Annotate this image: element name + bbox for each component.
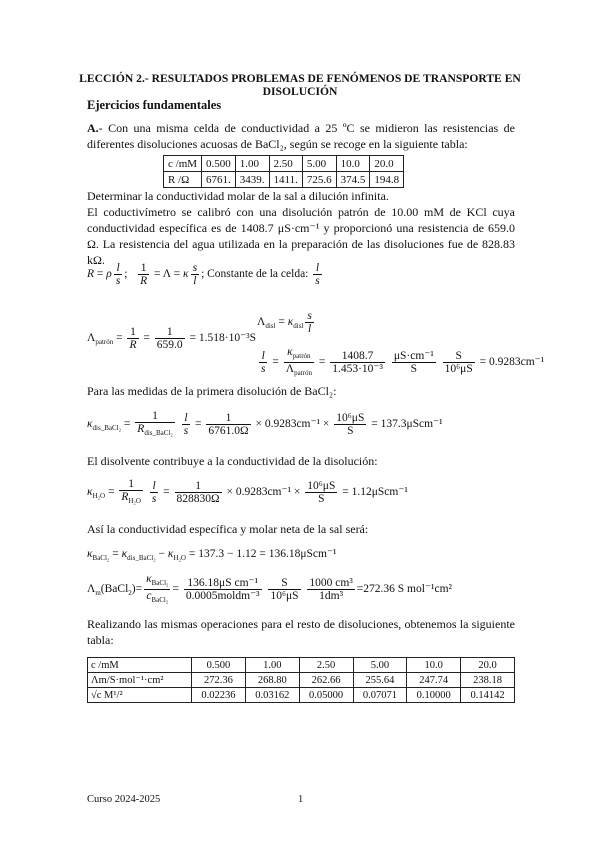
- equation-resistance: R = ρ $\frac{l}{s}$ ; $\frac{1}{R}$ = Λ = κ $\frac{s}{l}$ ; Constante de la celda: $\frac{l}{s}$: [87, 262, 320, 287]
- table-cell: 247.74: [407, 673, 461, 688]
- equation-cell-constant: $\frac{l}{s}$ = $\frac{\kappa_{patrón}}{\Lambda_{patrón}}$ = $\frac{1408.7}{\text{1.453·10⁻³}}$ $\frac{\text{μS·cm⁻¹}}{S}$ $\frac{S}{\text{10⁶μS}}$ = 0.9283cm⁻¹: [261, 346, 545, 377]
- resistance-table: [163, 155, 404, 188]
- table-cell: 1411.: [269, 172, 302, 188]
- cell-constant-result: = 0.9283cm⁻¹: [479, 356, 545, 369]
- question-text: Determinar la conductividad molar de la sal a dilución infinita.: [87, 189, 389, 203]
- table-row: [88, 658, 515, 673]
- paragraph-first-solution: Para las medidas de la primera disolución de BaCl₂:: [87, 384, 337, 398]
- patron-resistance: 659.0: [156, 339, 183, 351]
- table-cell: 194.8: [370, 172, 404, 188]
- footer-course: Curso 2024-2025: [87, 794, 161, 805]
- equation-dis-conductivity: $\kappa_{dis\_BaCl_2}$ = $\frac{1}{R_{dis\_BaCl_2}}$ $\frac{l}{s}$ = $\frac{1}{6761.0\Omega}$ × 0.9283cm⁻¹ × $\frac{\text{10⁶μS}}{S}$ = 137.3μScm⁻¹: [87, 410, 443, 437]
- equation-cell-def: $\Lambda_{disl} = \kappa_{disl}$ $\frac{s}{l}$: [257, 310, 312, 335]
- table-cell: 268.80: [245, 673, 299, 688]
- equation-molar-conductivity: $\Lambda_m(BaCl_2)=$ $\frac{\kappa_{BaCl_2}}{c_{BaCl_2}}$ = $\frac{\text{136.18μS cm⁻¹}}{\text{0.0005moldm⁻³}}$ $\frac{S}{\text{10⁶μS}}$ $\frac{\text{1000 cm³}}{\text{1dm³}}$ =272.36 S mol⁻¹cm²: [87, 573, 452, 604]
- table-cell: 374.5: [336, 172, 370, 188]
- page-title: LECCIÓN 2.- RESULTADOS PROBLEMAS DE FENÓMENOS DE TRANSPORTE EN DISOLUCIÓN: [79, 72, 521, 98]
- table-cell: 2.50: [269, 156, 302, 172]
- table-cell: 0.07071: [353, 688, 407, 703]
- table-cell: 255.64: [353, 673, 407, 688]
- problem-label: A.: [87, 121, 99, 135]
- table-cell: 5.00: [302, 156, 336, 172]
- table-cell: 2.50: [299, 658, 353, 673]
- table-header-cell: Λm/S·mol⁻¹·cm²: [88, 673, 192, 688]
- table-cell: 0.500: [202, 156, 236, 172]
- table-cell: 0.10000: [407, 688, 461, 703]
- paragraph-results: Realizando las mismas operaciones para el resto de disoluciones, obtenemos la siguiente tabla:: [87, 617, 515, 647]
- table-cell: 0.02236: [192, 688, 246, 703]
- problem-intro: [87, 120, 515, 152]
- footer-page-number: 1: [298, 794, 304, 805]
- equation-net-conductivity: $\kappa_{BaCl_2} = \kappa_{dis\_BaCl_2} - \kappa_{H_2O} = 137.3 - 1.12 = 136.18\mu Scm^{-1}$: [87, 548, 337, 562]
- table-cell: 0.500: [192, 658, 246, 673]
- table-cell: 0.14142: [461, 688, 515, 703]
- table-cell: 0.03162: [245, 688, 299, 703]
- table-cell: 5.00: [353, 658, 407, 673]
- table-cell: 6761.: [202, 172, 236, 188]
- table-header-cell: √c M¹/²: [88, 688, 192, 703]
- section-heading: Ejercicios fundamentales: [87, 98, 222, 112]
- table-cell: 20.0: [461, 658, 515, 673]
- equation-patron-conductance: $\Lambda_{patrón}$ = $\frac{1}{R}$ = $\frac{1}{659.0}$ = 1.518·10⁻³S: [87, 326, 256, 351]
- paragraph-solvent: El disolvente contribuye a la conductividad de la disolución:: [87, 454, 378, 468]
- table-cell: 272.36: [192, 673, 246, 688]
- cell-constant-label: Constante de la celda:: [207, 268, 309, 281]
- table-header-cell: c /mM: [164, 156, 202, 172]
- table-cell: 0.05000: [299, 688, 353, 703]
- table-cell: 1.00: [245, 658, 299, 673]
- table-header-cell: c /mM: [88, 658, 192, 673]
- calibration-text: El coductivímetro se calibró con una disolución patrón de 10.00 mM de KCl cuya conductividad específica es de 1408.7 μS·cm⁻¹ y proporcionó una resistencia de 659.0 Ω. La resistencia del agua utilizada en la preparación de las disoluciones fue de 828.83 kΩ.: [87, 205, 515, 267]
- table-row: [88, 673, 515, 688]
- table-cell: 725.6: [302, 172, 336, 188]
- table-row: [88, 688, 515, 703]
- paragraph-net: Así la conductividad específica y molar neta de la sal será:: [87, 522, 369, 536]
- table-header-cell: R /Ω: [164, 172, 202, 188]
- table-cell: 10.0: [336, 156, 370, 172]
- results-table: [87, 657, 515, 703]
- table-cell: 262.66: [299, 673, 353, 688]
- equation-h2o-conductivity: $\kappa_{H_2O}$ = $\frac{1}{R_{H_2O}}$ $\frac{l}{s}$ = $\frac{1}{828830\Omega}$ × 0.9283cm⁻¹ × $\frac{\text{10⁶μS}}{S}$ = 1.12μScm⁻¹: [87, 478, 408, 505]
- table-cell: 1.00: [235, 156, 269, 172]
- table-cell: 238.18: [461, 673, 515, 688]
- table-cell: 3439.: [235, 172, 269, 188]
- problem-intro-text: - Con una misma celda de conductividad a 25 ºC se midieron las resistencias de diferentes disoluciones acuosas de BaCl₂, según se recoge en la siguiente tabla:: [87, 121, 515, 151]
- table-row: [164, 172, 404, 188]
- table-cell: 20.0: [370, 156, 404, 172]
- table-cell: 10.0: [407, 658, 461, 673]
- table-row: [164, 156, 404, 172]
- patron-result: = 1.518·10⁻³S: [189, 332, 256, 345]
